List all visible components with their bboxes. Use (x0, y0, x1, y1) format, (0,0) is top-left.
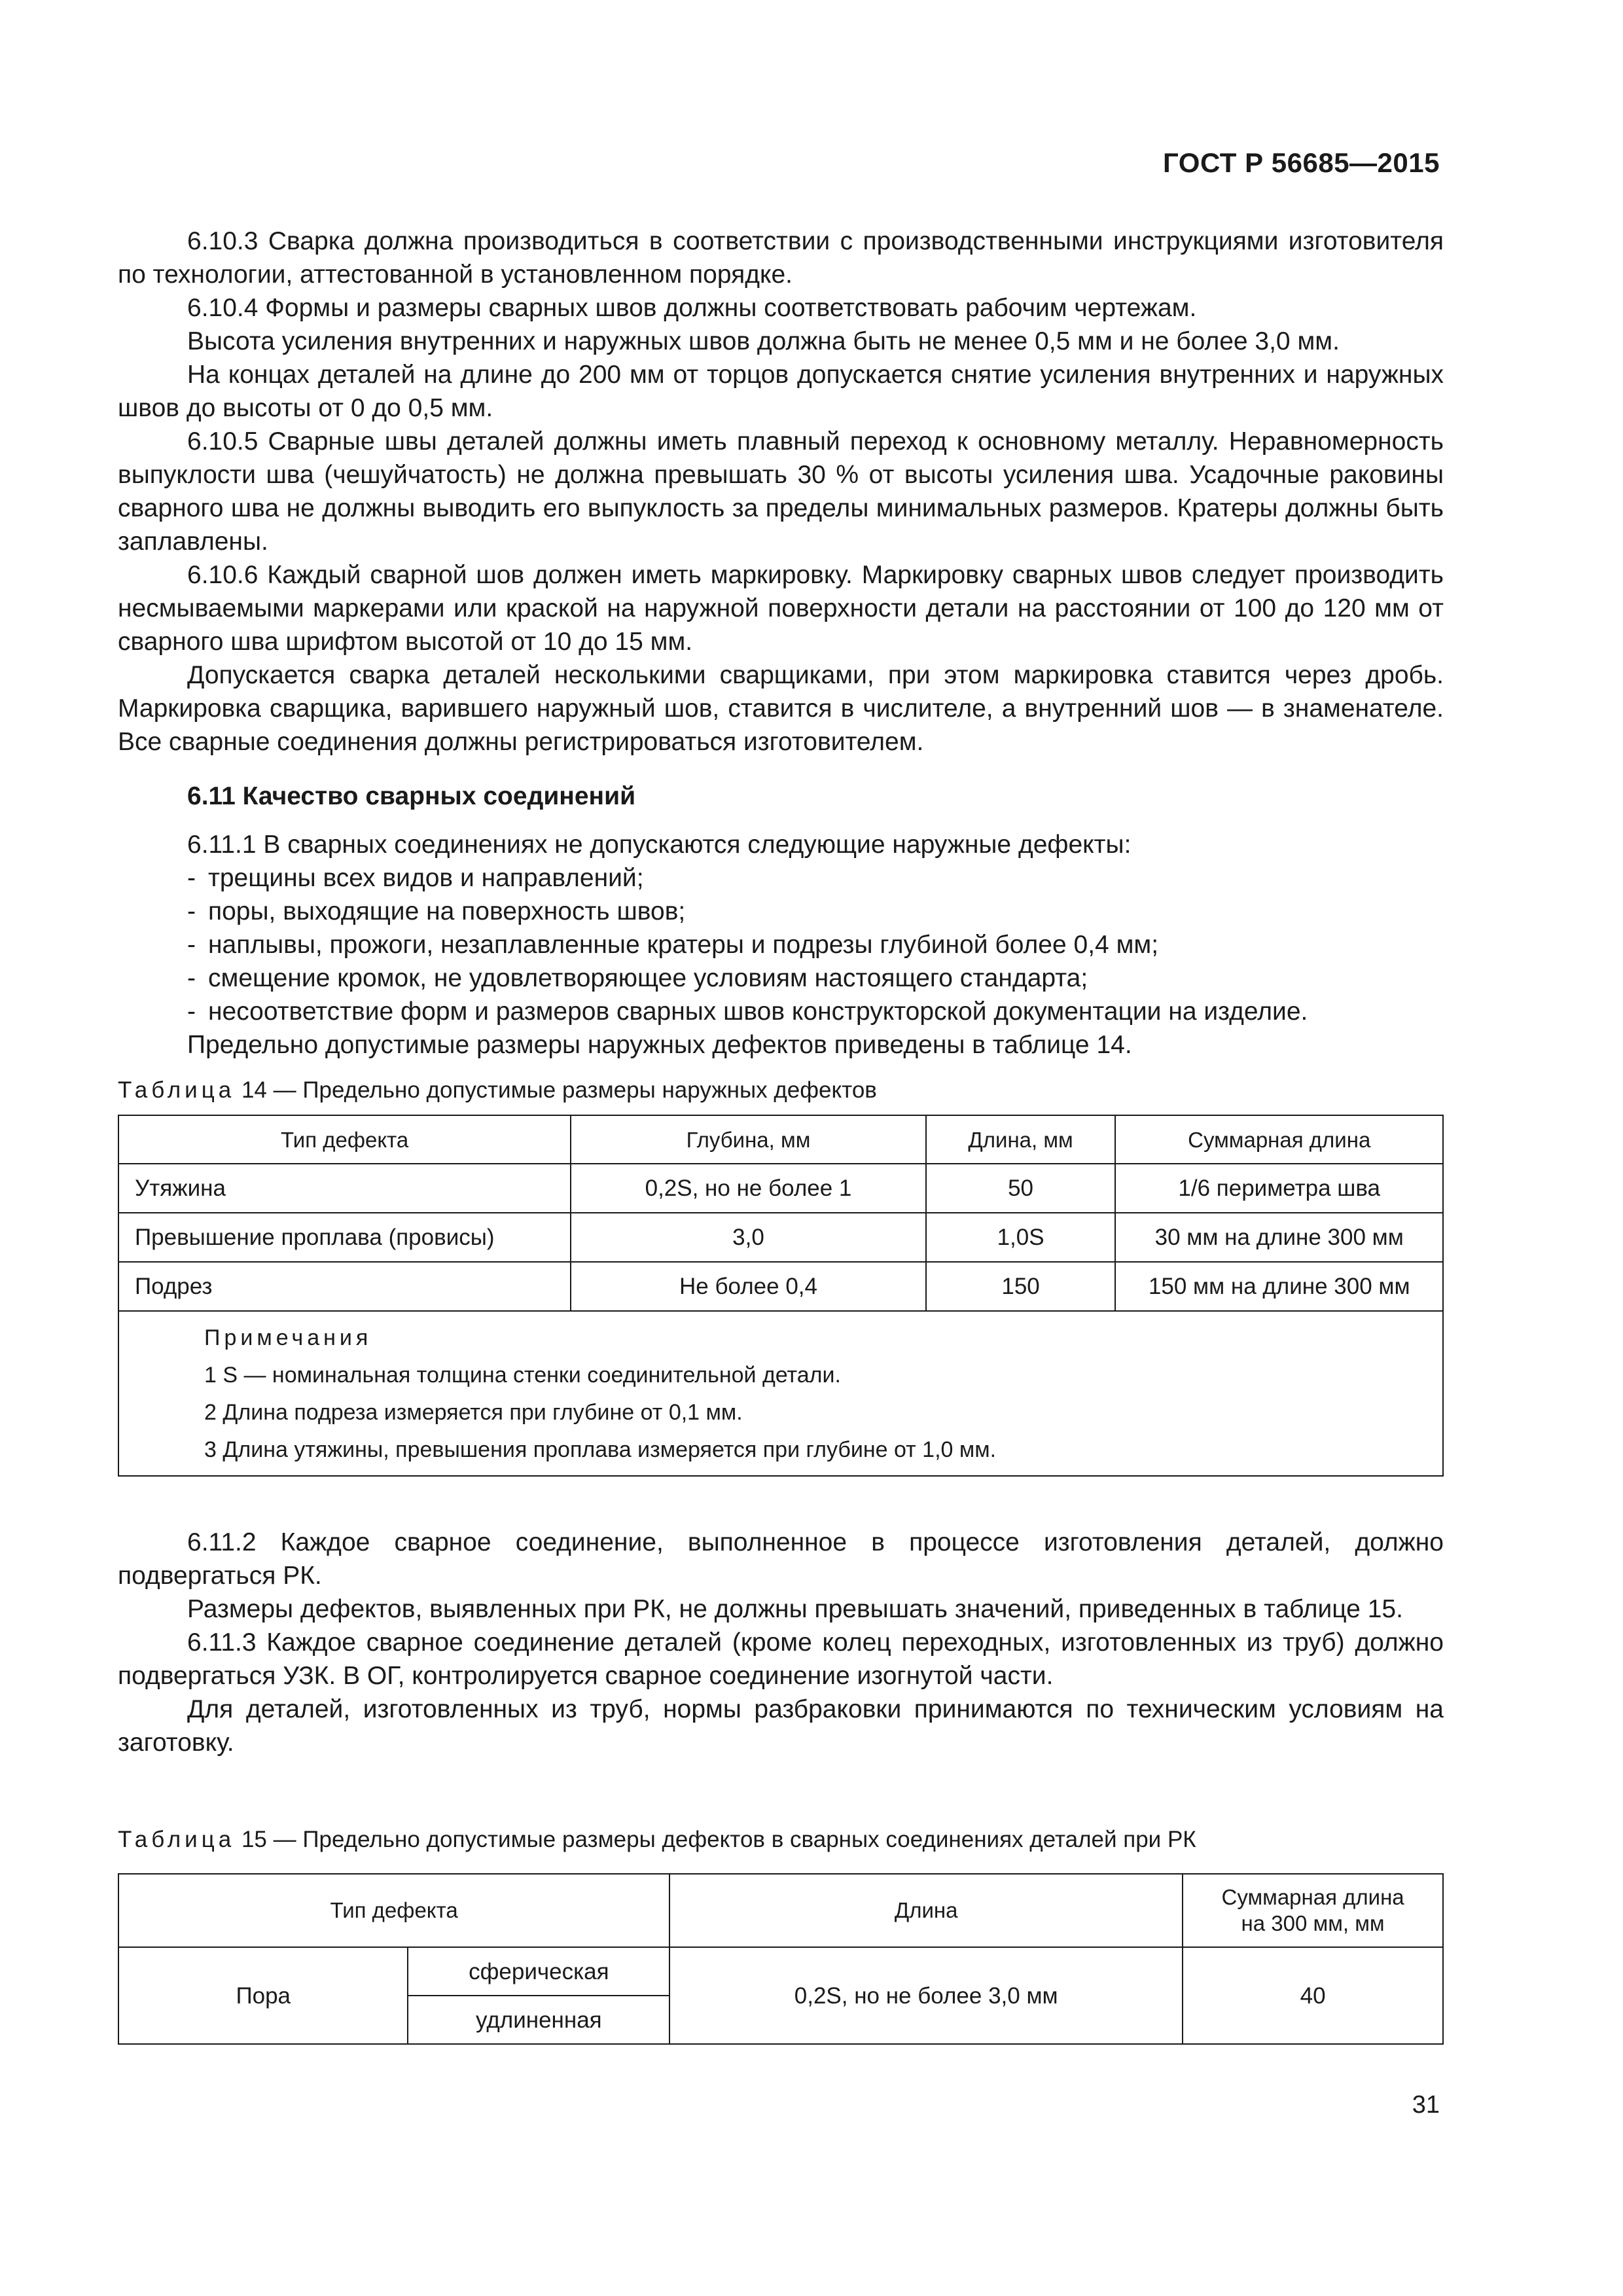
caption-text: 14 — Предельно допустимые размеры наружных дефектов (235, 1077, 877, 1103)
paragraph: 6.10.3 Сварка должна производиться в соответствии с производственными инструкциями изготовителя по технологии, аттестованной в установленном порядке. (118, 227, 1444, 289)
table-cell: 150 (926, 1262, 1116, 1311)
list-dash: - (187, 897, 196, 925)
section-6-11 (118, 780, 1444, 813)
paragraph: 6.10.5 Сварные швы деталей должны иметь плавный переход к основному металлу. Неравномерность выпуклости шва (чешуйчатость) не должна превышать 30 % от высоты усиления шва. Усадочные раковины сварного шва не должны выводить его выпуклость за пределы минимальных размеров. Кратеры должны быть заплавлены. (118, 427, 1444, 556)
table-notes (118, 1311, 1443, 1476)
paragraph: Для деталей, изготовленных из труб, нормы разбраковки принимаются по техническим условиям на заготовку. (118, 1695, 1444, 1757)
list-item (187, 995, 1444, 1028)
table-cell: 1/6 периметра шва (1115, 1164, 1443, 1213)
table-cell: Пора (118, 1947, 408, 2044)
column-header: Тип дефекта (118, 1115, 571, 1164)
list-item-text: трещины всех видов и направлений; (208, 864, 644, 892)
column-header: Тип дефекта (118, 1874, 669, 1947)
table-notes-row (118, 1311, 1443, 1476)
list-dash: - (187, 964, 196, 992)
paragraph: 6.11.2 Каждое сварное соединение, выполненное в процессе изготовления деталей, должно подвергаться РК. (118, 1528, 1444, 1590)
table-row (118, 1947, 1443, 1996)
table-cell: 0,2S, но не более 3,0 мм (669, 1947, 1183, 2044)
paragraph: 6.11.3 Каждое сварное соединение деталей (кроме колец переходных, изготовленных из труб) должно подвергаться УЗК. В ОГ, контролируется сварное соединение изогнутой части. (118, 1628, 1444, 1690)
table-cell: Утяжина (118, 1164, 571, 1213)
paragraph: Высота усиления внутренних и наружных швов должна быть не менее 0,5 мм и не более 3,0 мм. (187, 327, 1340, 355)
table-cell: Превышение проплава (провисы) (118, 1213, 571, 1262)
table-header-row (118, 1115, 1443, 1164)
section-title: 6.11 Качество сварных соединений (187, 782, 636, 810)
list-dash: - (187, 864, 196, 892)
note-item: 2 Длина подреза измеряется при глубине от 0,1 мм. (204, 1400, 743, 1425)
table-row (118, 1262, 1443, 1311)
column-header: Суммарная длина на 300 мм, мм (1183, 1874, 1443, 1947)
table-cell: Не более 0,4 (571, 1262, 925, 1311)
table14-block (118, 1073, 1444, 1477)
table-header-row (118, 1874, 1443, 1947)
table-cell: 150 мм на длине 300 мм (1115, 1262, 1443, 1311)
table-cell: удлиненная (408, 1996, 669, 2044)
column-header: Длина, мм (926, 1115, 1116, 1164)
paragraph: 6.10.6 Каждый сварной шов должен иметь маркировку. Маркировку сварных швов следует производить несмываемыми маркерами или краской на наружной поверхности детали на расстоянии от 100 до 120 мм от сварного шва шрифтом высотой от 10 до 15 мм. (118, 561, 1444, 656)
list-item (187, 961, 1444, 995)
list-intro: 6.11.1 В сварных соединениях не допускаются следующие наружные дефекты: (187, 831, 1132, 859)
table15-caption (118, 1823, 1444, 1856)
table-cell: Подрез (118, 1262, 571, 1311)
column-header: Суммарная длина (1115, 1115, 1443, 1164)
note-item: 3 Длина утяжины, превышения проплава измеряется при глубине от 1,0 мм. (204, 1437, 997, 1462)
caption-word: Таблица (118, 1077, 236, 1103)
table-cell: 1,0S (926, 1213, 1116, 1262)
list-item (187, 861, 1444, 895)
list-dash: - (187, 931, 196, 959)
notes-title: Примечания (204, 1325, 372, 1350)
body-mid (118, 1526, 1444, 1759)
table15-block (118, 1823, 1444, 2045)
list-item-text: несоответствие форм и размеров сварных швов конструкторской документации на изделие. (208, 997, 1308, 1026)
table14-caption (118, 1073, 1444, 1107)
list-item-text: смещение кромок, не удовлетворяющее условиям настоящего стандарта; (208, 964, 1088, 992)
table-cell: сферическая (408, 1947, 669, 1996)
table-cell: 3,0 (571, 1213, 925, 1262)
page-number: 31 (1412, 2091, 1440, 2119)
table-cell: 50 (926, 1164, 1116, 1213)
list-item-text: поры, выходящие на поверхность швов; (208, 897, 686, 925)
table-row (118, 1213, 1443, 1262)
list-item (187, 928, 1444, 961)
paragraph: Размеры дефектов, выявленных при РК, не должны превышать значений, приведенных в таблице 15. (187, 1595, 1403, 1623)
table15 (118, 1873, 1444, 2045)
list-item-text: наплывы, прожоги, незаплавленные кратеры и подрезы глубиной более 0,4 мм; (208, 931, 1159, 959)
column-header: Длина (669, 1874, 1183, 1947)
list-item (187, 895, 1444, 928)
table14 (118, 1115, 1444, 1477)
body-top (118, 224, 1444, 759)
paragraph: Допускается сварка деталей несколькими сварщиками, при этом маркировка ставится через дробь. Маркировка сварщика, варившего наружный шов, ставится в числителе, а внутренний шов — в знаменателе. Все сварные соединения должны регистрироваться изготовителем. (118, 661, 1444, 756)
document-header: ГОСТ Р 56685—2015 (1163, 147, 1440, 178)
table-cell: 40 (1183, 1947, 1443, 2044)
note-item: 1 S — номинальная толщина стенки соединительной детали. (204, 1363, 841, 1388)
paragraph: 6.10.4 Формы и размеры сварных швов должны соответствовать рабочим чертежам. (187, 294, 1197, 322)
paragraph: На концах деталей на длине до 200 мм от торцов допускается снятие усиления внутренних и наружных швов до высоты от 0 до 0,5 мм. (118, 361, 1444, 422)
defects-list (118, 828, 1444, 1062)
list-outro: Предельно допустимые размеры наружных дефектов приведены в таблице 14. (187, 1031, 1132, 1059)
list-dash: - (187, 997, 196, 1026)
caption-text: 15 — Предельно допустимые размеры дефектов в сварных соединениях деталей при РК (235, 1827, 1196, 1852)
column-header: Глубина, мм (571, 1115, 925, 1164)
table-cell: 0,2S, но не более 1 (571, 1164, 925, 1213)
table-row (118, 1164, 1443, 1213)
table-cell: 30 мм на длине 300 мм (1115, 1213, 1443, 1262)
caption-word: Таблица (118, 1827, 236, 1852)
